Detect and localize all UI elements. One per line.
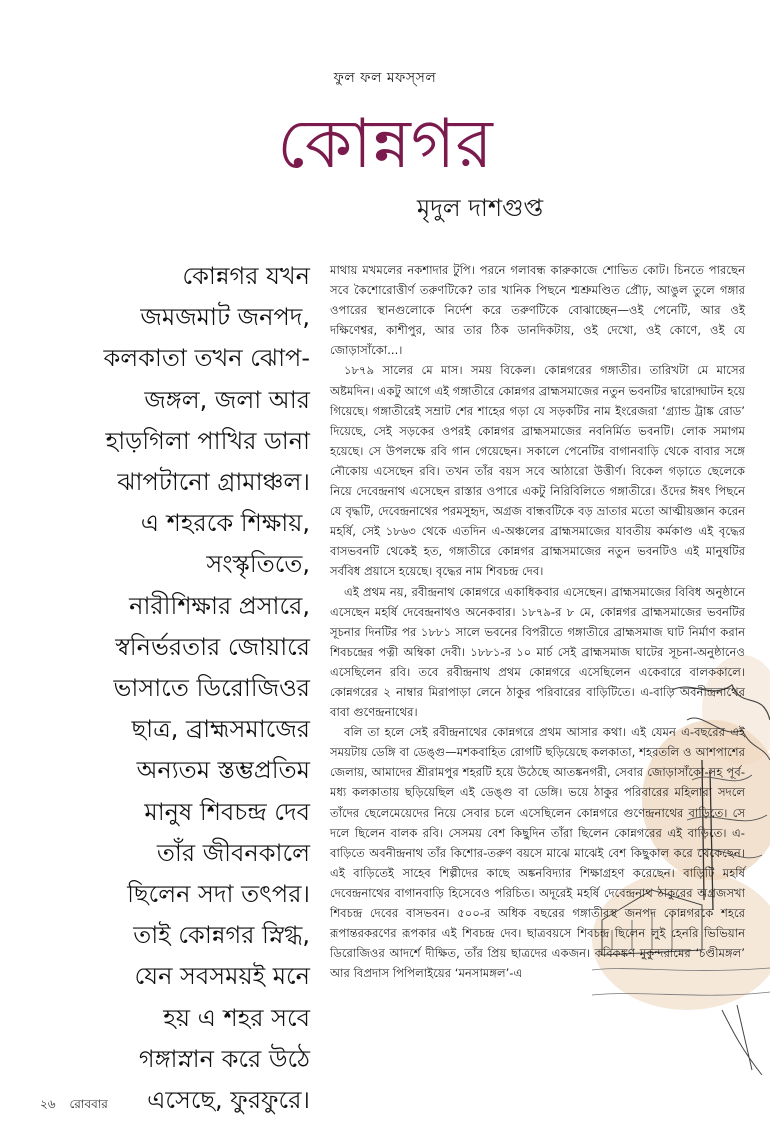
body-paragraph: বলি তা হলে সেই রবীন্দ্রনাথের কোন্নগরে প্রথম আসার কথা। এই যেমন এ-বছরের এই সময়টায় ডেঙ্গি বা ডেঙ্গু—মশকবাহিত রোগটি ছড়িয়েছে কলকাতা, শহরতলি ও আশপাশের জেলায়, আমাদের শ্রীরামপুর শহরটি হয়ে উঠেছে আতঙ্কনগরী, সেবার জোড়াসাঁকো-সহ পূর্ব-মধ্য কলকাতায় ছড়িয়েছিল এই ডেঙ্গু বা ডেঙ্গি। ভয়ে ঠাকুর পরিবারের মহিলারা সদলে তাঁদের ছেলেমেয়েদের নিয়ে সেবার চলে এসেছিলেন কোন্নগরে গুণেন্দ্রনাথের বাড়িতে। সে দলে ছিলেন বালক রবি। সেসময় বেশ কিছুদিন তাঁরা ছিলেন কোন্নগরের এই বাড়িতে। এ-বাড়িতে অবনীন্দ্রনাথ তাঁর কিশোর-তরুণ বয়সে মাঝে মাঝেই বেশ কিছুকাল করে থেকেছেন। এই বাড়িতেই সাহেব শিল্পীদের কাছে অঙ্কনবিদ্যার শিক্ষাগ্রহণ করেছেন। বাড়িটি মহর্ষি দেবেন্দ্রনাথের বাগানবাড়ি হিসেবেও পরিচিত। অদূরেই মহর্ষি দেবেন্দ্রনাথ ঠাকুরের অগ্রজসখা শিবচন্দ্র দেবের বাসভবন। ৫০০-র অধিক বছরের গঙ্গাতীরস্থ জনপদ কোন্নগরকে শহরে রূপান্তরকরণের রূপকার এই শিবচন্দ্র দেব। ছাত্রবয়সে শিবচন্দ্র ছিলেন লুই হেনরি ভিভিয়ান ডিরোজিওর আদর্শে দীক্ষিত, তাঁর প্রিয় ছাত্রদের একজন। কবিকঙ্কণ মুকুন্দরামের ‘চণ্ডীমঙ্গল’ আর বিপ্রদাস পিপিলাইয়ের ‘মনসামঙ্গল’-এ <box>330 725 745 981</box>
pull-quote-line: ভাসাতে ডিরোজিওর <box>113 674 310 703</box>
body-paragraph: এই প্রথম নয়, রবীন্দ্রনাথ কোন্নগরে একাধিকবার এসেছেন। ব্রাহ্মসমাজের বিবিধ অনুষ্ঠানে এসেছেন মহর্ষি দেবেন্দ্রনাথও অনেকবার। ১৮৭৯-র ৮ মে, কোন্নগর ব্রাহ্মসমাজের ভবনটির সূচনার দিনটির পর ১৮৮১ সালে ভবনের বিপরীতে গঙ্গাতীরে ব্রাহ্মসমাজ ঘাট নির্মাণ করান শিবচন্দ্রের পত্নী অম্বিকা দেবী। ১৮৮১-র ১০ মার্চ সেই ব্রাহ্মসমাজ ঘাটের সূচনা-অনুষ্ঠানেও এসেছিলেন রবি। তবে রবীন্দ্রনাথ প্রথম কোন্নগরে এসেছিলেন একেবারে বালককালে। কোন্নগরের ২ নাম্বার মিরাপাড়া লেনে ঠাকুর পরিবারের বাড়িটিতে। এ-বাড়ি অবনীন্দ্রনাথের বাবা গুণেন্দ্রনাথের। <box>330 584 745 720</box>
pull-quote-line: ছাত্র, ব্রাহ্মসমাজের <box>131 715 310 744</box>
pull-quote-line: হয় এ শহর সবে <box>163 1003 310 1032</box>
author-name: মৃদুল দাশগুপ্ত <box>416 194 544 222</box>
pull-quote-line: জমজমাট জনপদ, <box>140 303 310 332</box>
pull-quote-line: এসেছে, ফুরফুরে। <box>147 1086 310 1115</box>
page-footer <box>40 1096 108 1116</box>
pull-quote-line: কলকাতা তখন ঝোপ- <box>103 344 310 373</box>
pull-quote-line: জঙ্গল, জলা আর <box>144 385 310 414</box>
body-paragraph: মাথায় মখমলের নকশাদার টুপি। পরনে গলাবন্ধ কারুকাজে শোভিত কোট। চিনতে পারছেন সবে কৈশোরোত্তীর্ণ তরুণটিকে? তার খানিক পিছনে শ্মশ্রুমণ্ডিত প্রৌঢ়, আঙুল তুলে গঙ্গার ওপারের স্থানগুলোকে নির্দেশ করে তরুণটিকে বোঝাচ্ছেন—ওই পেনেটি, আর ওই দক্ষিণেশ্বর, কাশীপুর, আর তার ঠিক ডানদিকটায়, ওই দেখো, ওই কোণে, ওই যে জোড়াসাঁকো...। <box>330 263 745 358</box>
magazine-name: রোববার <box>69 1097 108 1111</box>
pull-quote-line: মানুষ শিবচন্দ্র দেব <box>144 797 310 826</box>
article-title: কোন্নগর <box>277 105 493 184</box>
pull-quote-line: কোন্নগর যখন <box>182 262 310 290</box>
pull-quote-line: ছিলেন সদা তৎপর। <box>127 880 310 909</box>
section-kicker: ফুল ফল মফস্‌সল <box>333 70 437 86</box>
pull-quote-line: তাঁর জীবনকালে <box>156 838 310 867</box>
pull-quote-line: ঝাপটানো গ্রামাঞ্চল। <box>117 468 310 497</box>
pull-quote <box>48 256 310 1121</box>
article-body <box>330 260 745 983</box>
pull-quote-line: গঙ্গাস্নান করে উঠে <box>138 1044 310 1073</box>
pull-quote-line: নারীশিক্ষার প্রসারে, <box>129 591 310 620</box>
pull-quote-line: সংস্কৃতিতে, <box>206 550 310 579</box>
page-number: ২৬ <box>40 1097 56 1111</box>
pull-quote-line: হাড়গিলা পাখির ডানা <box>105 426 310 455</box>
pull-quote-line: তাই কোন্নগর স্নিগ্ধ, <box>133 921 310 950</box>
pull-quote-line: যেন সবসময়ই মনে <box>134 962 310 991</box>
body-paragraph: ১৮৭৯ সালের মে মাস। সময় বিকেল। কোন্নগরের গঙ্গাতীর। তারিখটা মে মাসের অষ্টমদিন। একটু আগে এই গঙ্গাতীরে কোন্নগর ব্রাহ্মসমাজের নতুন ভবনটির দ্বারোদ্ঘাটন হয়ে গিয়েছে। গঙ্গাতীরেই সম্রাট শের শাহের গড়া যে সড়কটির নাম ইংরেজরা ‘গ্র্যান্ড ট্রাঙ্ক রোড’ দিয়েছে, সেই সড়কের ওপরই কোন্নগর ব্রাহ্মসমাজের নবনির্মিত ভবনটি। লোক সমাগম হয়েছে। সে উপলক্ষে রবি গান গেয়েছেন। সকালে পেনেটির বাগানবাড়ি থেকে বাবার সঙ্গে নৌকোয় এসেছেন রবি। তখন তাঁর বয়স সবে আঠারো উত্তীর্ণ। বিকেল গড়াতে ছেলেকে নিয়ে দেবেন্দ্রনাথ এসেছেন রাস্তার ওপারে একটু নিরিবিলিতে গঙ্গাতীরে। ওঁদের ঈষৎ পিছনে যে বৃদ্ধটি, দেবেন্দ্রনাথের পরমসুহৃদ, অগ্রজ বান্ধবটিকে বড় ভ্রাতার মতো আত্মীয়জ্ঞান করেন মহর্ষি, সেই ১৮৬৩ থেকে এতদিন এ-অঞ্চলের ব্রাহ্মসমাজের যাবতীয় কর্মকাণ্ড এই বৃদ্ধের বাসভবনটি থেকেই হত, গঙ্গাতীরে কোন্নগর ব্রাহ্মসমাজের নতুন ভবনটিও এই মানুষটির সর্ববিধ প্রয়াসে হয়েছে। বৃদ্ধের নাম শিবচন্দ্র দেব। <box>330 363 745 579</box>
pull-quote-line: স্বনির্ভরতার জোয়ারে <box>115 632 310 661</box>
pull-quote-line: এ শহরকে শিক্ষায়, <box>140 509 310 538</box>
pull-quote-line: অন্যতম স্তম্ভপ্রতিম <box>136 756 310 785</box>
